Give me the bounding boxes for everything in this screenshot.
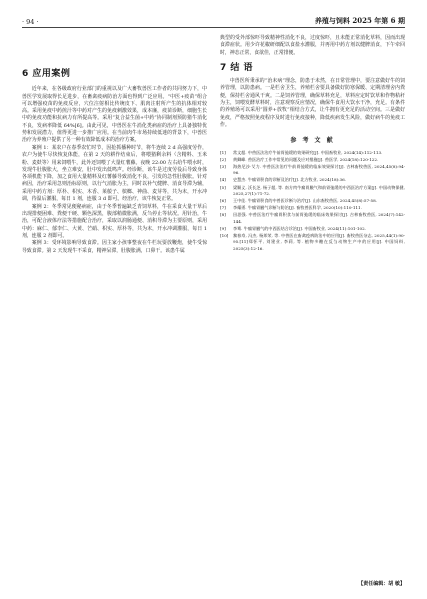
- page-header: [22, 10, 405, 26]
- reference-item: [1] 常文超. 中兽医法治疗牛前胃弛缓的效果研究[J]. 中国畜牧业, 2024(14):112-113.: [220, 149, 383, 155]
- section6-paragraph: 案例 3：受环境影响导致食滞。因主家小孩事整夜在牛栏玩耍放鞭炮，使牛受惊导致食滞。第 2 天发现牛不采食，精神呆滞，肚腹胀满，口鼻干。该患牛属: [22, 240, 207, 254]
- reference-item: [6] 王中佳. 牛瘤胃积食的中兽医诊断与治疗[J]. 山东畜牧兽医, 2024,45(8):57-58.: [220, 198, 378, 204]
- section6-paragraph: 案例 1：某农户在春季农忙时节，因抢抓播种时节，将牛连续 2 d 高强度劳作，农户为使牛尽快恢复体能，在第 2 天的耕作结束后，将喂猪剩余料（含精料、玉米粉、麦麸等）用来饲喂牛，此外还饲喂了大量红薯藤。夜晚 22:00 左右给牛喂水时，发现牛肚腹胀大，坐立难安，肚中发出低鸣声。经诊断，该牛是过度劳役后导致身体各项机能下降，加之食用大量精料及红薯藤导致消化不良，引发的急性肚腹胀。针对病因，治疗采用急则治标原则，以行气消胀为主，同时以补气健脾、消食导滞为辅，采用中药方剂：厚朴、枳实、木香、莱菔子、槟榔、神曲、麦芽等，共为末，开水冲调，待温后灌服，每日 1 剂，连服 3 d 即可。经治疗，该牛恢复正常。: [22, 144, 207, 203]
- section6-heading: 6 应用案例: [22, 69, 71, 79]
- reference-item: [3] 海热尼沙·艾力. 中兽医法治疗牛前胃弛缓的临床效果探讨[J]. 吉林畜牧兽医, 2024,45(8):94-96.: [220, 163, 405, 176]
- section6-paragraph: 近年来，在各级政府行业部门的重视以及广大畜牧兽医工作者的共同努力下，中兽医学发展取得长足进步，在畜禽疫病防治方面也得到广泛应用。“中医+疫苗”组合可以增强疫苗的免疫反应，穴位注射相比传统皮下、肌肉注射所产生的抗体相对较高。采用免疫中药煎汁等中药对产生的免疫刺激效果，成本廉，疫苗诊断，细胞生长中的免疫功能和抗病力有所提高等。采用“复合益生菌+中药”协同制剂预防猪牛消化不良，发病率降低 64%[6]。由此可见，中兽医在牛消化类病症的治疗上具备独特优势和发展潜力，值得更进一步推广应用。在当前肉牛市场持续低迷的背景下，中兽医治疗为养殖户提供了另一种有效降低成本的治疗方案。: [22, 86, 207, 144]
- header-rule: [22, 27, 405, 28]
- responsible-editor: 【责任编辑：胡 敏】: [358, 581, 405, 587]
- page-number: · 94 ·: [22, 18, 39, 26]
- reference-item: [5] 梁顺义, 沃长芝, 杨子超, 等. 南方肉牛瘤胃臌气和前胃弛缓的中西医治疗方案[J]. 中国动物保健, 2025,27(1):71-72.: [220, 184, 405, 196]
- reference-item: [2] 黄卿峰. 兽医治疗工作中常见的问题及应对措施[J]. 兽医学, 2024(18):120-122.: [220, 156, 379, 162]
- reference-item: [9] 李骞. 牛瘤胃臌气的中西医结合诊治[J]. 中国畜牧业, 2024(11):101-102.: [220, 225, 367, 231]
- left-column: [22, 35, 207, 255]
- reference-list: [220, 150, 405, 252]
- reference-item: [7] 李耀勇. 牛瘤胃臌气诊断与防治[J]. 畜牧兽医科学, 2020(10):110-111.: [220, 205, 362, 211]
- reference-item: [10] 黎春寿, 冯杰, 杨邦荣, 等. 中兽医在畜禽疫病防治中的应用[J]. 畜牧兽医杂志, 2025,44(1):90-95.[11]郑怀平, 刘建业, 李莉, 等. 植物多糖在反刍动物生产中的应用[J]. 中国饲料, 2025(3):12-16.: [220, 233, 405, 251]
- reference-item: [8] 田思强. 中兽医治疗牛瘤胃积食与前胃弛缓的临床效果探讨[J]. 吉林畜牧兽医, 2024(7):142-144.: [220, 212, 405, 224]
- section7-heading: 7 结 语: [220, 62, 254, 73]
- section7-paragraph: 中兽医所秉承的“治未病”理念，防患于未然，在日常管理中，要注意做好牛的饲养管理，以防患病。一是栏舍卫生，养殖栏舍要具备做好防寒保暖、定期清理舍内粪便，保持栏舍通风干爽。二是饲养管理，确保草料充足，草料应定时饮草和作物秸秆为主，饲喂发酵草料时，注意观察反应情况，确保牛食用大饮水干净，充足。有条件的养殖场可以采用“圆养+放牧”相结合方式，让牛拥有更充足的活动空间。三是做好免疫，严格按照免疫程序及时进行免疫接种，降低疾病发生风险，做好病牛的免疫工作。: [220, 78, 405, 128]
- reference-item: [4] 史慧杰. 牛瘤胃积食的诊断及治疗[J]. 北方牧业, 2024(18):36.: [220, 177, 347, 183]
- references-title: 参 考 文 献: [290, 137, 335, 145]
- case-continuation: 典型的受外部惊吓导致精神性消化不良，过度惊吓，且未能正常消化草料，因而出现食滞症状。用少许花椒研细配以食盐水灌服，并再用中药方剂以健脾消食，下午牵回时，神态正常，食欲佳，正常排便。: [220, 35, 405, 56]
- section6-paragraph: 案例 2：冬季常见便秘病症，由于冬季普遍缺乏青饲草料，牛在采食大量干草后出现排便困难、粪便干硬、颗色深黑，腹部稍微胀满，反刍停止等状况。用针治，牛治，可配合液体疗法等措施配合治疗，采取以润肠通便、消积导滞为主要原则，采用中药：麻仁、郁李仁、大黄、芒硝、枳实、厚朴等，共为末，开水冲调灌服，每日 1 剂，连服 2 剂即可。: [22, 203, 207, 239]
- journal-title: 养殖与饲料 2025 年第 6 期: [314, 16, 405, 25]
- right-column: [220, 35, 405, 253]
